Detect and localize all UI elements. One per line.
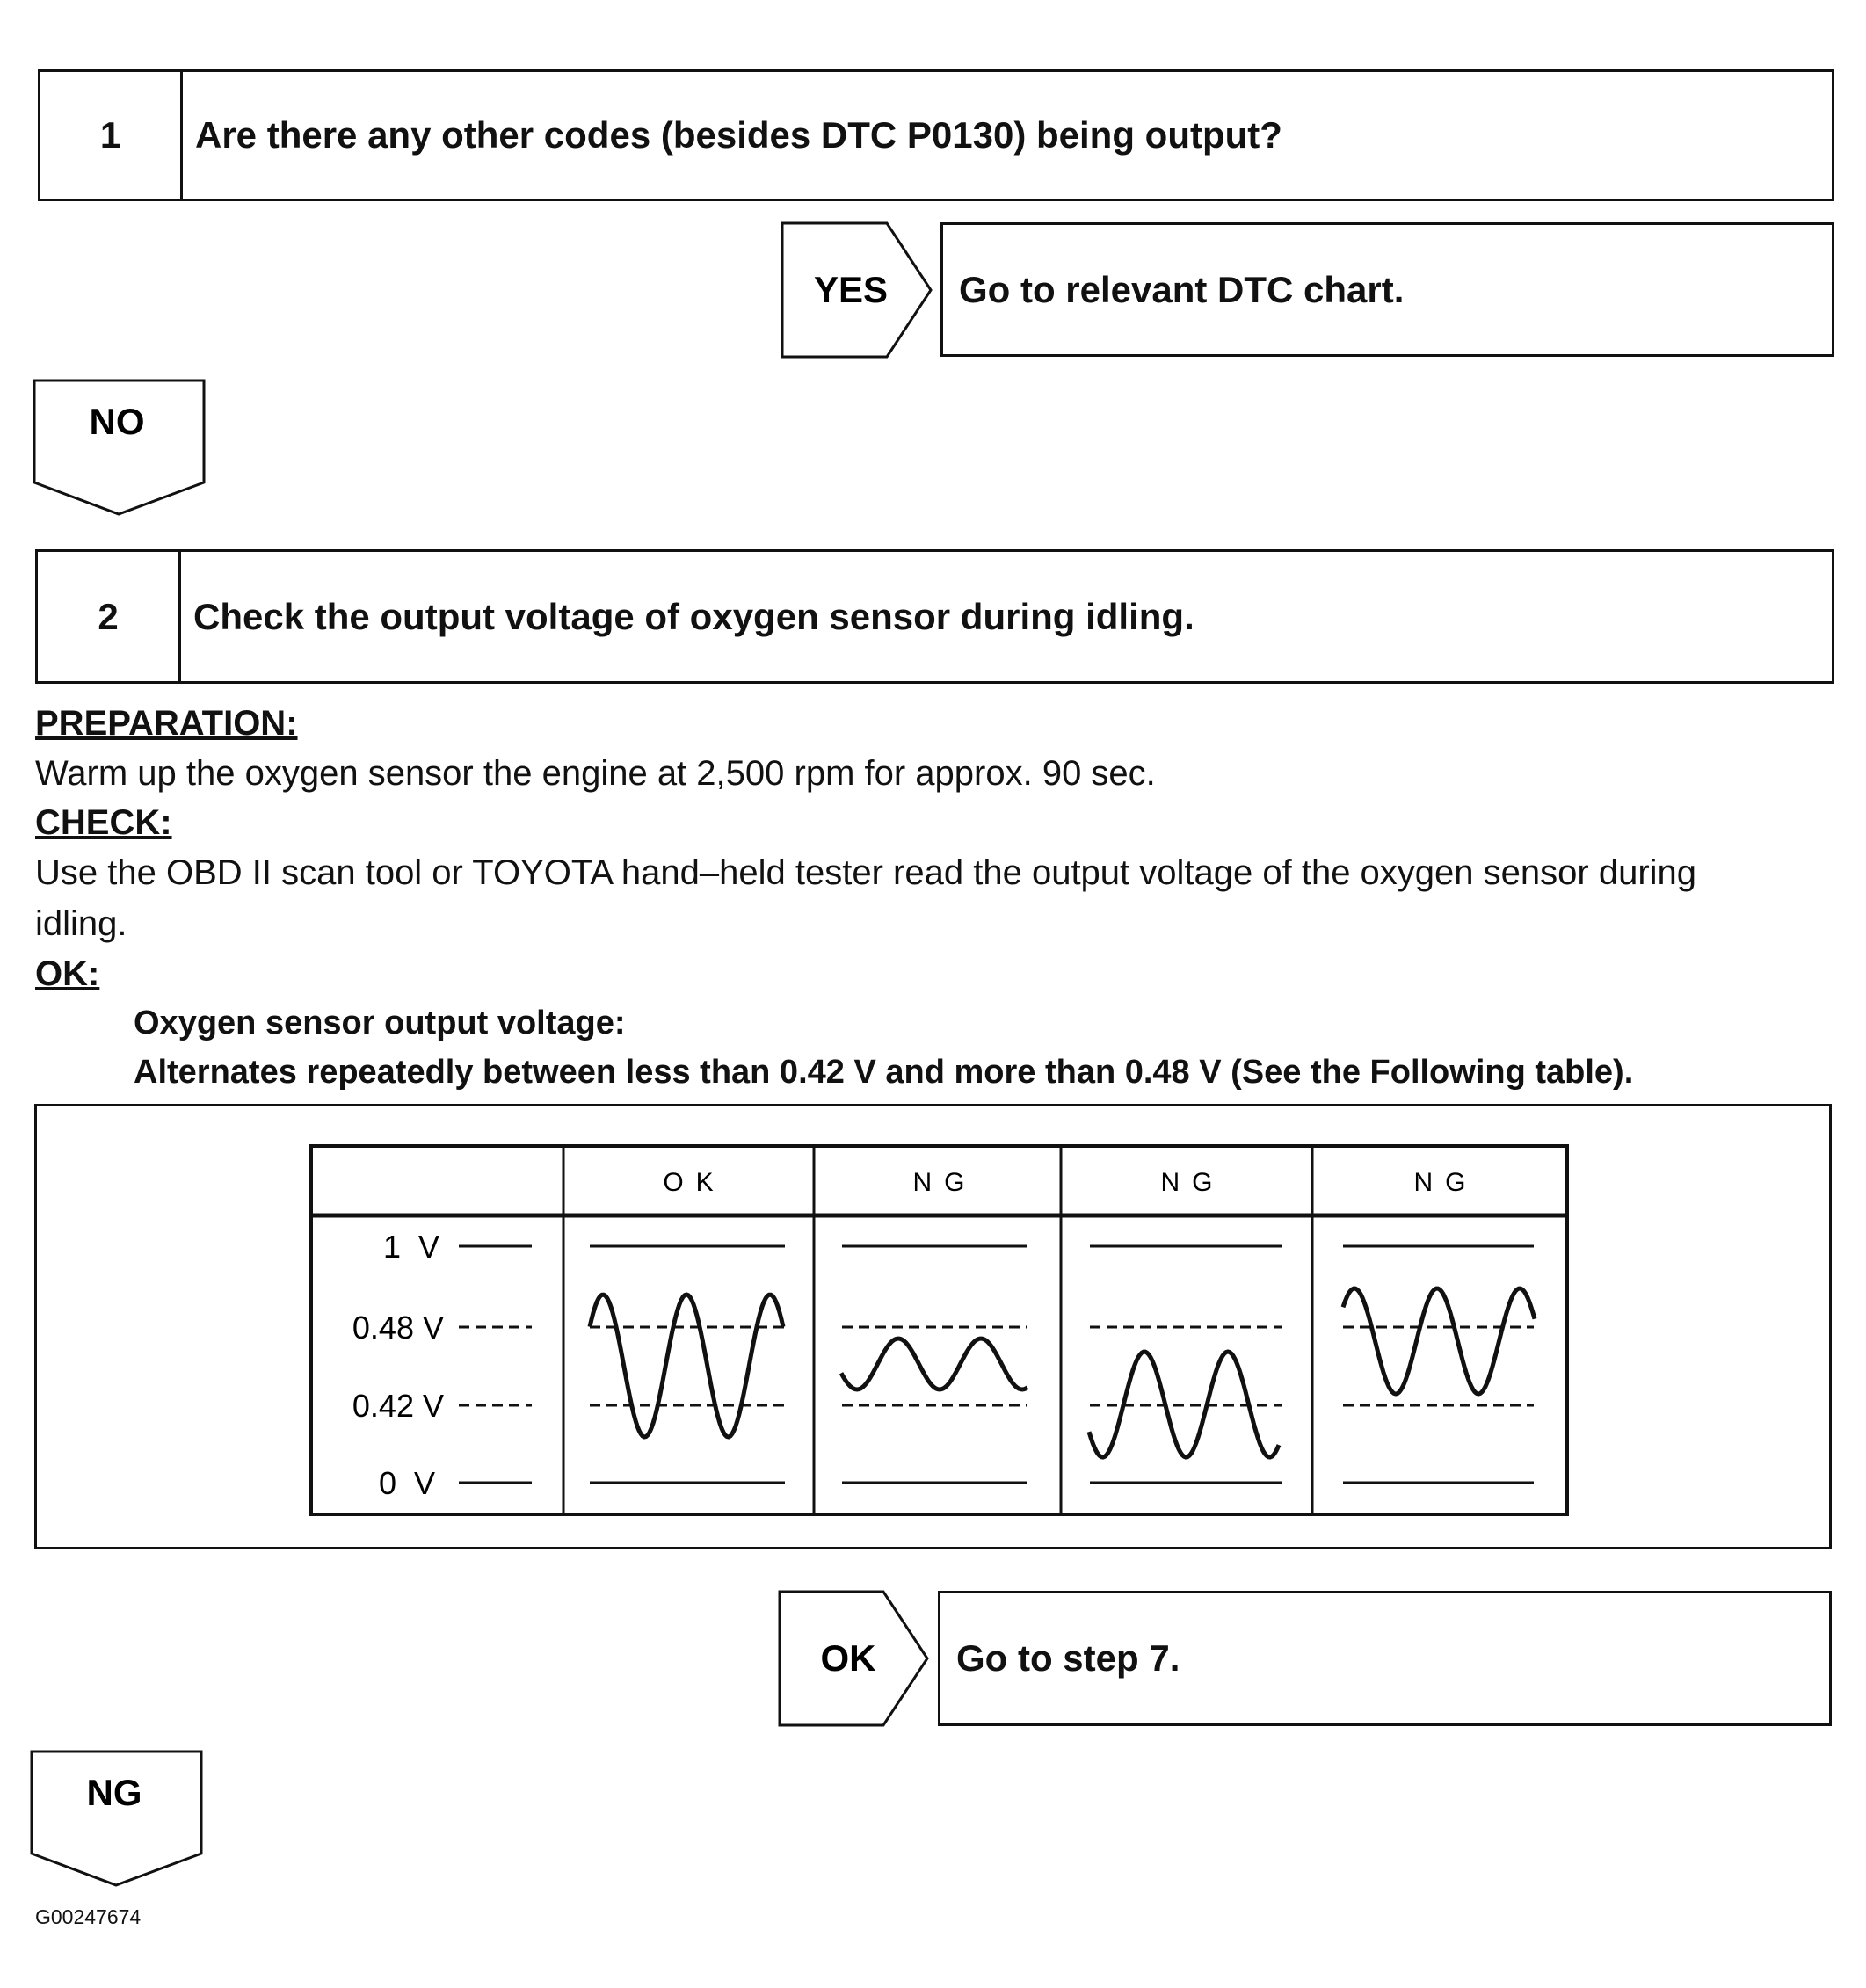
level-label-0v: 0 V — [378, 1465, 435, 1501]
check-text: Use the OBD II scan tool or TOYOTA hand–held tester read the output voltage of the oxygen sensor during — [35, 853, 1697, 892]
figure-id: G00247674 — [35, 1905, 142, 1928]
column-header-ok: OK — [663, 1168, 726, 1197]
yes-label: YES — [813, 269, 889, 310]
ok-arrow-tag — [778, 1590, 933, 1727]
no-label: NO — [89, 401, 145, 442]
step-number: 2 — [98, 595, 119, 637]
ng-waveform-low-amplitude — [841, 1339, 1027, 1389]
column-header-ng: NG — [912, 1168, 977, 1197]
ng-waveform-high-bias — [1343, 1288, 1535, 1394]
table-border — [311, 1146, 1567, 1514]
yes-action-text: Go to relevant DTC chart. — [959, 268, 1405, 310]
level-label-048v: 0.48 V — [352, 1310, 444, 1346]
ok-waveform — [590, 1295, 783, 1437]
ok-action-box — [938, 1591, 1832, 1726]
step-question: Are there any other codes (besides DTC P0130) being output? — [195, 114, 1282, 156]
ng-label: NG — [86, 1772, 142, 1813]
preparation-text: Warm up the oxygen sensor the engine at 2,500 rpm for approx. 90 sec. — [35, 754, 1156, 793]
level-label-042v: 0.42 V — [352, 1388, 444, 1424]
ok-action-text: Go to step 7. — [956, 1637, 1180, 1679]
preparation-heading: PREPARATION: — [35, 704, 298, 743]
level-label-1v: 1 V — [382, 1229, 439, 1265]
ok-label: OK — [820, 1637, 876, 1679]
step-number: 1 — [99, 114, 121, 156]
column-header-ng: NG — [1413, 1168, 1478, 1197]
check-text-continued: idling. — [35, 904, 127, 943]
column-header-ng: NG — [1160, 1168, 1225, 1197]
step-question: Check the output voltage of oxygen sensor during idling. — [193, 595, 1194, 637]
ok-spec-line-1: Oxygen sensor output voltage: — [134, 1005, 626, 1041]
check-heading: CHECK: — [35, 803, 172, 842]
ok-heading: OK: — [35, 954, 100, 993]
ok-spec-line-2: Alternates repeatedly between less than 0.42 V and more than 0.48 V (See the Following table). — [134, 1054, 1634, 1091]
ng-arrow-tag — [30, 1750, 204, 1889]
